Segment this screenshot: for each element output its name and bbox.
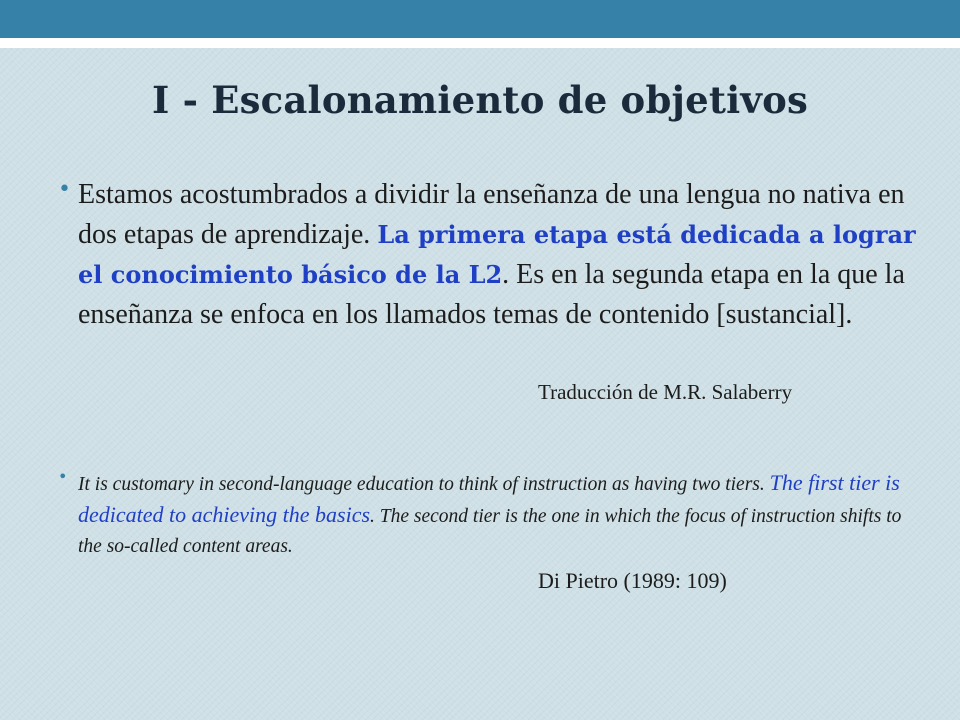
- attribution-spanish: Traducción de M.R. Salaberry: [538, 380, 793, 404]
- bullet-english: [56, 468, 916, 562]
- bullet-english-highlight: The first tier is dedicated to achieving the basics: [78, 470, 900, 527]
- header-separator: [0, 38, 960, 48]
- attribution-english: Di Pietro (1989: 109): [538, 568, 727, 593]
- bullet-english-part1: It is customary in second-language education to think of instruction as having two tiers.: [78, 474, 770, 495]
- bullet-spanish: [56, 175, 916, 335]
- bullet-icon: •: [58, 467, 68, 486]
- bullet-icon: •: [58, 177, 71, 202]
- bullet-spanish-part1: Estamos acostumbrados a dividir la enseñanza de una lengua no nativa en dos etapas de aprendizaje.: [78, 179, 905, 250]
- bullet-spanish-part2: . Es en la segunda etapa en la que la enseñanza se enfoca en los llamados temas de contenido [sustancial].: [78, 259, 905, 330]
- slide-title: I - Escalonamiento de objetivos: [152, 78, 808, 122]
- bullet-english-text: [78, 468, 916, 562]
- bullet-spanish-text: [78, 175, 916, 335]
- bullet-spanish-highlight: La primera etapa está dedicada a lograr el conocimiento básico de la L2: [78, 220, 916, 289]
- bullet-english-part2: . The second tier is the one in which the focus of instruction shifts to the so-called content areas.: [78, 506, 902, 557]
- header-bar: [0, 0, 960, 38]
